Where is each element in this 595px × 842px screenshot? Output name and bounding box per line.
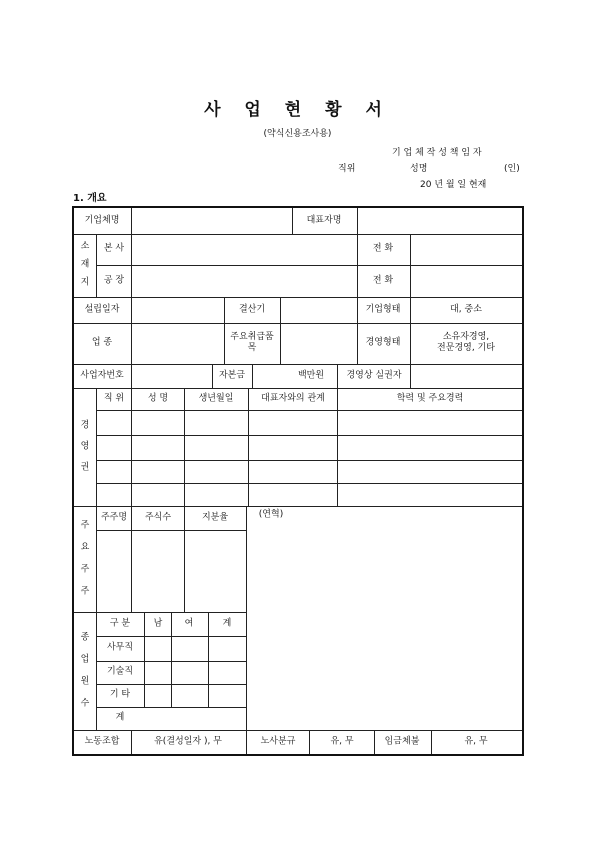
management-type-label: 경영형태 [365, 337, 401, 348]
row-divider [96, 530, 246, 531]
emp-row-technical: 기술직 [106, 666, 134, 677]
col-divider [131, 297, 132, 364]
col-divider [131, 730, 132, 754]
date-line: 20 년 월 일 현재 [420, 180, 487, 190]
emp-row-other: 기 타 [109, 689, 131, 700]
wage-arrears-value: 유, 무 [464, 736, 488, 747]
location-label: 소 재 지 [80, 241, 90, 288]
col-divider [410, 297, 411, 364]
col-divider [131, 208, 132, 234]
mgmt-header-birth: 생년월일 [198, 393, 234, 404]
col-divider [248, 388, 249, 506]
main-products-label: 주요취급품 목 [230, 331, 274, 353]
head-office-label: 본 사 [103, 243, 125, 254]
col-divider [246, 730, 247, 754]
head-office-phone-label: 전 화 [372, 243, 394, 254]
labor-dispute-value: 유, 무 [330, 736, 354, 747]
ceo-name-label: 대표자명 [306, 215, 342, 226]
row-divider [74, 364, 522, 365]
business-no-label: 사업자번호 [80, 370, 124, 381]
capital-unit: 백만원 [297, 370, 325, 381]
mgmt-header-relation: 대표자와의 관계 [261, 393, 325, 404]
row-divider [96, 707, 246, 708]
col-divider [280, 297, 281, 364]
col-divider [96, 506, 97, 730]
col-divider [252, 364, 253, 388]
writer-label: 기 업 체 작 성 책 임 자 [392, 148, 482, 158]
row-divider [96, 435, 522, 436]
share-header-name: 주주명 [100, 512, 128, 523]
emp-header-category: 구 분 [109, 618, 131, 629]
mgmt-header-name: 성 명 [147, 393, 169, 404]
col-divider [144, 612, 145, 707]
industry-label: 업 종 [91, 337, 113, 348]
emp-row-total: 계 [115, 712, 125, 723]
row-divider [74, 506, 522, 507]
de-facto-owner-label: 경영상 실권자 [346, 370, 402, 381]
closing-month-label: 결산기 [238, 304, 266, 315]
row-divider [74, 388, 522, 389]
company-type-value: 대, 중소 [450, 304, 482, 315]
shareholder-label: 주 요 주 주 [80, 520, 90, 597]
labor-dispute-label: 노사분규 [260, 736, 296, 747]
employee-label: 종 업 원 수 [80, 632, 90, 709]
position-label: 직위 [338, 164, 356, 174]
col-divider [309, 730, 310, 754]
col-divider [357, 208, 358, 234]
row-divider [74, 234, 522, 235]
row-divider [74, 323, 522, 324]
col-divider [246, 506, 247, 730]
col-divider [131, 364, 132, 388]
row-divider [74, 297, 522, 298]
emp-row-office: 사무직 [106, 642, 134, 653]
mgmt-header-position: 직 위 [103, 393, 125, 404]
factory-label: 공 장 [103, 275, 125, 286]
management-type-value: 소유자경영, 전문경영, 기타 [437, 331, 495, 353]
col-divider [337, 388, 338, 506]
company-name-label: 기업체명 [84, 215, 120, 226]
factory-phone-label: 전 화 [372, 275, 394, 286]
row-divider [96, 460, 522, 461]
col-divider [96, 234, 97, 297]
col-divider [208, 612, 209, 707]
business-status-form [72, 206, 524, 756]
capital-label: 자본금 [218, 370, 246, 381]
row-divider [96, 410, 522, 411]
col-divider [184, 388, 185, 506]
col-divider [131, 506, 132, 612]
row-divider [96, 483, 522, 484]
col-divider [374, 730, 375, 754]
col-divider [184, 506, 185, 612]
col-divider [337, 364, 338, 388]
row-divider [96, 265, 522, 266]
history-label: (연혁) [258, 509, 284, 520]
union-label: 노동조합 [84, 736, 120, 747]
row-divider [74, 730, 522, 731]
emp-header-female: 여 [184, 618, 194, 629]
company-type-label: 기업형태 [365, 304, 401, 315]
col-divider [131, 234, 132, 297]
established-label: 설립일자 [84, 304, 120, 315]
union-value: 유(결성일자 ), 무 [154, 736, 222, 747]
col-divider [96, 388, 97, 506]
col-divider [292, 208, 293, 234]
col-divider [410, 364, 411, 388]
document-title: 사 업 현 황 서 [204, 100, 391, 120]
emp-header-male: 남 [153, 618, 163, 629]
share-header-ratio: 지분율 [201, 512, 229, 523]
mgmt-header-career: 학력 및 주요경력 [396, 393, 464, 404]
name-label: 성명 [410, 164, 428, 174]
col-divider [410, 234, 411, 297]
management-label: 경 영 권 [80, 420, 90, 473]
share-header-shares: 주식수 [144, 512, 172, 523]
wage-arrears-label: 임금체불 [384, 736, 420, 747]
col-divider [171, 612, 172, 707]
col-divider [357, 234, 358, 297]
col-divider [357, 297, 358, 364]
seal-label: (인) [504, 164, 520, 174]
col-divider [431, 730, 432, 754]
col-divider [224, 297, 225, 364]
col-divider [131, 388, 132, 506]
emp-header-total: 계 [222, 618, 232, 629]
document-subtitle: (약식신용조사용) [263, 129, 332, 139]
col-divider [212, 364, 213, 388]
section-title: 1. 개요 [73, 193, 107, 204]
row-divider [74, 612, 246, 613]
